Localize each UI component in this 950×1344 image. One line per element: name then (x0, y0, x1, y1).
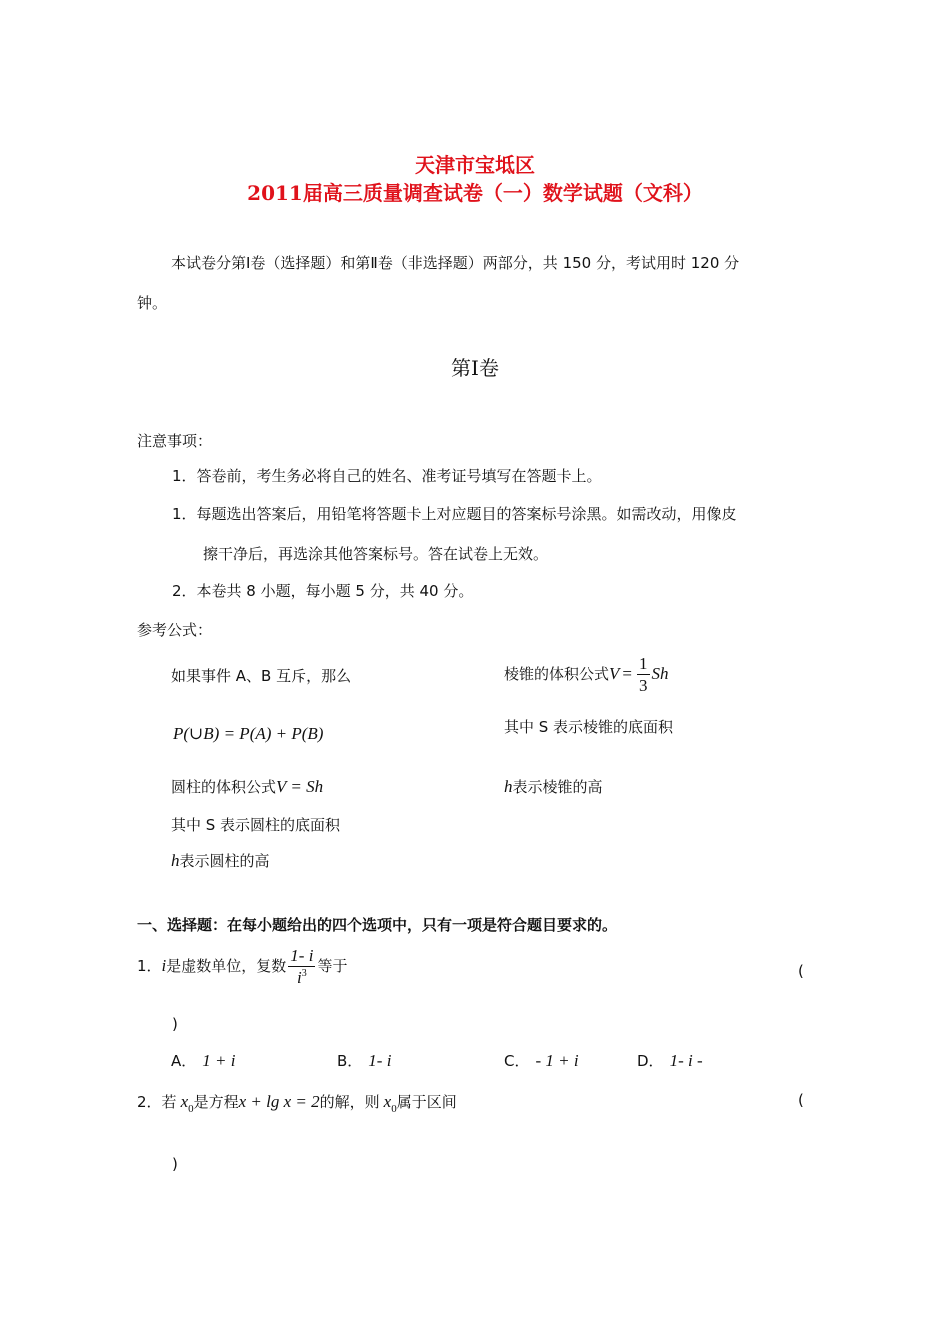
cone-h-text: 表示棱锥的高 (512, 778, 603, 796)
question-1-number: 1． (137, 957, 162, 975)
question-1-text-b: 等于 (317, 957, 348, 975)
note-item-2: 1．每题选出答案后，用铅笔将答题卡上对应题目的答案标号涂黑。如需改动，用像皮 (172, 505, 737, 523)
cone-volume-sh: Sh (651, 664, 669, 683)
cone-volume-line (504, 655, 669, 694)
reference-label: 参考公式： (137, 621, 213, 639)
question-2-paren-close: ) (172, 1155, 178, 1173)
question-2-text-b: 是方程 (193, 1093, 239, 1111)
note-item-2-cont: 擦干净后，再选涂其他答案标号。答在试卷上无效。 (203, 545, 549, 563)
question-2-var-x-again: x (383, 1092, 392, 1111)
question-1-text-a: 是虚数单位，复数 (166, 957, 287, 975)
question-2-paren-open: ( (798, 1091, 804, 1109)
cone-volume-var: V (609, 664, 620, 683)
question-2-equation: x + lg x = 2 (238, 1092, 320, 1111)
cylinder-volume-text: 圆柱的体积公式 (171, 778, 277, 796)
cone-volume-fraction (637, 655, 650, 694)
question-2-text-a: 若 (161, 1093, 177, 1111)
question-2-var-sub-again: 0 (391, 1103, 397, 1115)
option-d-label: D． (637, 1052, 664, 1070)
event-text: 如果事件 A、B 互斥，那么 (171, 667, 352, 685)
question-1-option-d (637, 1050, 703, 1071)
cylinder-h-var: h (171, 851, 180, 870)
cone-volume-text: 棱锥的体积公式 (504, 665, 610, 683)
question-2-var-x0 (180, 1092, 194, 1115)
option-c-label: C． (504, 1052, 530, 1070)
cone-fraction-numerator: 1 (639, 654, 648, 673)
question-1-option-c (504, 1050, 579, 1071)
question-2 (137, 1091, 457, 1115)
option-b-value: 1- i (368, 1051, 392, 1070)
intro-line-1: 本试卷分第Ⅰ卷（选择题）和第Ⅱ卷（非选择题）两部分，共 150 分，考试用时 120 分 (171, 254, 740, 272)
question-1-fraction-exponent: 3 (301, 968, 307, 979)
cylinder-volume-line (171, 776, 323, 797)
question-1-fraction-numerator: 1- i (290, 946, 314, 965)
probability-formula (173, 724, 323, 744)
cone-fraction-denominator: 3 (639, 676, 648, 695)
cone-h-var: h (504, 777, 513, 796)
cylinder-volume-formula: V = Sh (276, 777, 324, 796)
choice-section-heading: 一、选择题：在每小题给出的四个选项中，只有一项是符合题目要求的。 (137, 916, 618, 934)
section-heading: 第Ⅰ卷 (451, 356, 499, 380)
option-d-value: 1- i - (669, 1051, 703, 1070)
question-1-var-i: i (161, 956, 167, 975)
cone-h-line (504, 776, 603, 797)
cone-volume-eq: = (622, 664, 632, 683)
question-2-text-c: 的解，则 (319, 1093, 380, 1111)
question-2-var-x: x (180, 1092, 189, 1111)
note-item-3: 2．本卷共 8 小题，每小题 5 分，共 40 分。 (172, 582, 474, 600)
question-1-fraction (288, 947, 315, 986)
question-2-number: 2． (137, 1093, 162, 1111)
question-1-option-b (337, 1050, 391, 1071)
question-1-fraction-denominator (288, 967, 315, 986)
note-item-1: 1．答卷前，考生务必将自己的姓名、准考证号填写在答题卡上。 (172, 467, 602, 485)
question-2-var-sub: 0 (188, 1103, 194, 1115)
intro-line-2: 钟。 (137, 294, 168, 312)
probability-formula-text: P(∪B) = P(A) + P(B) (173, 724, 324, 743)
question-2-text-d: 属于区间 (396, 1093, 457, 1111)
cylinder-h-line (171, 850, 270, 871)
option-a-value: 1 + i (202, 1051, 236, 1070)
option-c-value: - 1 + i (535, 1051, 579, 1070)
title-line-1: 天津市宝坻区 (415, 153, 535, 177)
question-1-paren-open: ( (798, 962, 804, 980)
option-b-label: B． (337, 1052, 363, 1070)
question-1 (137, 947, 347, 986)
cylinder-h-text: 表示圆柱的高 (179, 852, 270, 870)
option-a-label: A． (171, 1052, 197, 1070)
cylinder-s-text: 其中 S 表示圆柱的底面积 (171, 816, 341, 834)
question-1-fraction-base: i (297, 968, 302, 987)
notes-label: 注意事项： (137, 432, 213, 450)
cone-s-text: 其中 S 表示棱锥的底面积 (504, 718, 674, 736)
question-1-paren-close: ) (172, 1015, 178, 1033)
title-line-2: 2011届高三质量调查试卷（一）数学试题（文科） (247, 181, 703, 205)
question-2-var-x0-again (383, 1092, 397, 1115)
question-1-option-a (171, 1050, 235, 1071)
